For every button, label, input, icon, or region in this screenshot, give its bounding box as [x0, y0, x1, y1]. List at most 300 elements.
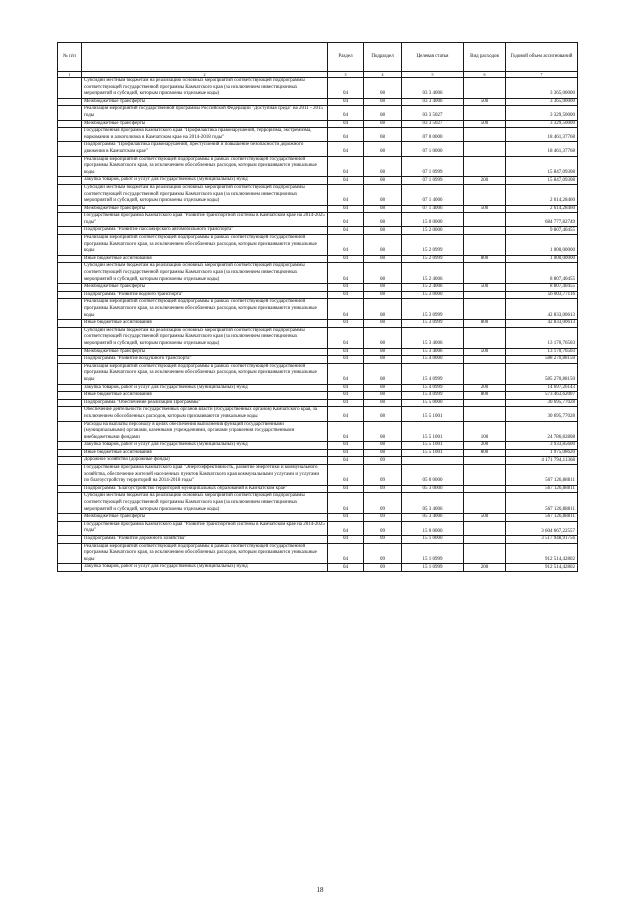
row-number-cell — [58, 106, 82, 120]
row-subsection-cell: 08 — [364, 78, 402, 99]
row-number-cell — [58, 348, 82, 356]
row-target-cell: 15 5 1001 — [402, 449, 464, 457]
row-name-cell: Иные бюджетные ассигнования — [82, 320, 328, 328]
budget-table — [57, 42, 578, 572]
row-target-cell: 07 0 0000 — [402, 128, 464, 142]
row-number-cell — [58, 457, 82, 465]
row-target-cell: 15 4 0000 — [402, 356, 464, 364]
row-section-cell: 04 — [328, 521, 364, 535]
row-amount-cell: 3 365,00000 — [506, 78, 578, 99]
row-name-cell: Иные бюджетные ассигнования — [82, 255, 328, 263]
row-target-cell: 15 2 0999 — [402, 235, 464, 256]
row-section-cell: 04 — [328, 299, 364, 320]
row-subsection-cell: 09 — [364, 465, 402, 486]
table-row — [58, 421, 578, 442]
table-row — [58, 156, 578, 177]
row-section-cell: 04 — [328, 177, 364, 185]
row-number-cell — [58, 98, 82, 106]
row-number-cell — [58, 399, 82, 407]
row-section-cell: 04 — [328, 465, 364, 486]
row-target-cell: 15 2 4006 — [402, 284, 464, 292]
row-exp-type-cell — [464, 213, 506, 227]
row-amount-cell: 585 270,88150 — [506, 363, 578, 384]
row-exp-type-cell: 500 — [464, 348, 506, 356]
row-name-cell: Подпрограмма "Профилактика правонарушений, преступлений и повышение безопасности дорожного движения в Камчатском крае" — [82, 142, 328, 156]
row-number-cell — [58, 493, 82, 514]
row-subsection-cell: 09 — [364, 493, 402, 514]
row-subsection-cell: 08 — [364, 442, 402, 450]
row-section-cell: 04 — [328, 457, 364, 465]
table-row — [58, 363, 578, 384]
row-target-cell: 03 3 5027 — [402, 120, 464, 128]
table-row — [58, 327, 578, 348]
row-amount-cell: 15 847,09308 — [506, 177, 578, 185]
row-exp-type-cell: 800 — [464, 320, 506, 328]
row-section-cell: 04 — [328, 291, 364, 299]
row-number-cell — [58, 363, 82, 384]
table-row — [58, 263, 578, 284]
row-name-cell: Закупка товаров, работ и услуг для государственных (муниципальных) нужд — [82, 442, 328, 450]
row-name-cell: Субсидии местным бюджетам на реализацию основных мероприятий соответствующей подпрограммы соответствующей государственной программы Камчатского края (за исключением инвестиционных мероприятий и субсидий, которым присвоены отдельные коды) — [82, 263, 328, 284]
table-row — [58, 142, 578, 156]
row-amount-cell: 56 003,77116 — [506, 291, 578, 299]
table-row — [58, 98, 578, 106]
row-name-cell: Межбюджетные трансферты — [82, 514, 328, 522]
row-target-cell: 15 0 0000 — [402, 521, 464, 535]
row-section-cell: 04 — [328, 184, 364, 205]
row-amount-cell: 1 000,00000 — [506, 255, 578, 263]
row-number-cell — [58, 536, 82, 544]
row-name-cell: Межбюджетные трансферты — [82, 98, 328, 106]
row-name-cell: Подпрограмма "Обеспечение реализации Программы" — [82, 399, 328, 407]
row-target-cell: 03 3 4006 — [402, 98, 464, 106]
row-number-cell — [58, 284, 82, 292]
table-row — [58, 235, 578, 256]
row-section-cell: 04 — [328, 348, 364, 356]
row-name-cell: Обеспечение деятельности государственных органов власти (государственных органов) Камчатского края, за исключением обособленных расходов, которым присваиваются уникальные коды — [82, 407, 328, 421]
table-row — [58, 213, 578, 227]
row-name-cell: Межбюджетные трансферты — [82, 284, 328, 292]
row-exp-type-cell — [464, 363, 506, 384]
table-row — [58, 407, 578, 421]
table-row — [58, 457, 578, 465]
row-section-cell: 04 — [328, 255, 364, 263]
row-amount-cell: 2 614,28460 — [506, 205, 578, 213]
row-exp-type-cell: 200 — [464, 177, 506, 185]
row-target-cell: 03 3 4006 — [402, 78, 464, 99]
row-exp-type-cell — [464, 291, 506, 299]
row-subsection-cell: 08 — [364, 363, 402, 384]
row-amount-cell: 14 697,26143 — [506, 384, 578, 392]
row-number-cell — [58, 320, 82, 328]
row-target-cell: 05 3 4006 — [402, 514, 464, 522]
row-amount-cell: 15 847,09308 — [506, 156, 578, 177]
header-subsection: Подраздел — [364, 43, 402, 72]
row-section-cell: 04 — [328, 142, 364, 156]
row-subsection-cell: 09 — [364, 514, 402, 522]
row-number-cell — [58, 205, 82, 213]
row-name-cell: Закупка товаров, работ и услуг для государственных (муниципальных) нужд — [82, 564, 328, 572]
row-subsection-cell: 08 — [364, 263, 402, 284]
row-exp-type-cell: 500 — [464, 284, 506, 292]
row-amount-cell: 18 461,37768 — [506, 142, 578, 156]
table-row — [58, 442, 578, 450]
row-amount-cell: 13 170,76503 — [506, 327, 578, 348]
table-body — [58, 78, 578, 572]
row-number-cell — [58, 184, 82, 205]
row-exp-type-cell — [464, 78, 506, 99]
row-target-cell: 05 3 0000 — [402, 485, 464, 493]
table-row — [58, 521, 578, 535]
row-subsection-cell: 08 — [364, 128, 402, 142]
row-amount-cell: 3 365,00000 — [506, 98, 578, 106]
row-exp-type-cell — [464, 184, 506, 205]
row-target-cell: 15 4 0999 — [402, 392, 464, 400]
column-number: 7 — [506, 72, 578, 78]
row-section-cell: 04 — [328, 536, 364, 544]
table-row — [58, 227, 578, 235]
row-number-cell — [58, 177, 82, 185]
table-row — [58, 184, 578, 205]
row-amount-cell: 567 126,88811 — [506, 514, 578, 522]
row-number-cell — [58, 142, 82, 156]
table-row — [58, 465, 578, 486]
row-number-cell — [58, 235, 82, 256]
row-name-cell: Реализация мероприятий соответствующей подпрограммы в рамках соответствующей государственной программы Камчатского края, за исключением обособленных расходов, которым присваиваются уникальные коды — [82, 235, 328, 256]
row-subsection-cell: 08 — [364, 299, 402, 320]
table-row — [58, 348, 578, 356]
row-target-cell: 15 3 4006 — [402, 327, 464, 348]
row-exp-type-cell — [464, 399, 506, 407]
row-target-cell: 15 2 0999 — [402, 255, 464, 263]
row-exp-type-cell: 100 — [464, 421, 506, 442]
row-exp-type-cell — [464, 156, 506, 177]
row-exp-type-cell: 800 — [464, 255, 506, 263]
row-section-cell: 04 — [328, 514, 364, 522]
row-subsection-cell: 08 — [364, 235, 402, 256]
row-name-cell: Подпрограмма "Благоустройство территорий муниципальных образований в Камчатском крае" — [82, 485, 328, 493]
row-amount-cell: 8 807,40455 — [506, 263, 578, 284]
row-amount-cell: 573 463,62007 — [506, 392, 578, 400]
row-section-cell: 04 — [328, 442, 364, 450]
table-row — [58, 564, 578, 572]
row-number-cell — [58, 263, 82, 284]
row-subsection-cell: 08 — [364, 327, 402, 348]
row-name-cell: Межбюджетные трансферты — [82, 205, 328, 213]
row-exp-type-cell — [464, 521, 506, 535]
row-exp-type-cell — [464, 485, 506, 493]
row-section-cell: 04 — [328, 78, 364, 99]
table-row — [58, 128, 578, 142]
table-row — [58, 384, 578, 392]
row-amount-cell: 42 833,00613 — [506, 299, 578, 320]
row-target-cell: 15 3 0000 — [402, 291, 464, 299]
row-number-cell — [58, 327, 82, 348]
row-amount-cell: 567 126,88811 — [506, 465, 578, 486]
row-section-cell: 04 — [328, 128, 364, 142]
row-subsection-cell: 08 — [364, 255, 402, 263]
header-section: Раздел — [328, 43, 364, 72]
row-amount-cell: 8 807,40455 — [506, 284, 578, 292]
table-row — [58, 291, 578, 299]
row-number-cell — [58, 255, 82, 263]
row-name-cell: Реализация мероприятий соответствующей подпрограммы в рамках соответствующей государственной программы Камчатского края, за исключением обособленных расходов, которым присваиваются уникальные коды — [82, 156, 328, 177]
row-amount-cell: 24 786,82808 — [506, 421, 578, 442]
row-subsection-cell: 08 — [364, 348, 402, 356]
row-number-cell — [58, 120, 82, 128]
row-target-cell: 15 2 0000 — [402, 227, 464, 235]
row-target-cell: 07 1 4006 — [402, 205, 464, 213]
row-exp-type-cell — [464, 299, 506, 320]
row-exp-type-cell: 500 — [464, 205, 506, 213]
row-subsection-cell: 08 — [364, 98, 402, 106]
row-subsection-cell: 08 — [364, 284, 402, 292]
row-subsection-cell: 08 — [364, 227, 402, 235]
row-section-cell: 04 — [328, 564, 364, 572]
row-exp-type-cell: 800 — [464, 449, 506, 457]
row-amount-cell: 13 170,76503 — [506, 348, 578, 356]
row-subsection-cell: 08 — [364, 392, 402, 400]
row-exp-type-cell: 500 — [464, 514, 506, 522]
row-amount-cell: 4 171 794,11368 — [506, 457, 578, 465]
row-name-cell: Закупка товаров, работ и услуг для государственных (муниципальных) нужд — [82, 177, 328, 185]
row-section-cell: 04 — [328, 493, 364, 514]
row-section-cell: 04 — [328, 235, 364, 256]
row-exp-type-cell — [464, 327, 506, 348]
row-amount-cell: 684 777,82749 — [506, 213, 578, 227]
row-exp-type-cell — [464, 227, 506, 235]
row-amount-cell: 30 695,77028 — [506, 407, 578, 421]
row-name-cell: Иные бюджетные ассигнования — [82, 449, 328, 457]
row-subsection-cell: 08 — [364, 291, 402, 299]
row-name-cell: Государственная программа Камчатского края "Профилактика правонарушений, терроризма, экстремизма, наркомании и алкоголизма в Камчатском крае на 2014-2018 годы" — [82, 128, 328, 142]
row-name-cell: Реализация мероприятий соответствующей подпрограммы в рамках соответствующей государственной программы Камчатского края, за исключением обособленных расходов, которым присваиваются уникальные коды — [82, 363, 328, 384]
row-number-cell — [58, 356, 82, 364]
row-number-cell — [58, 521, 82, 535]
row-target-cell — [402, 457, 464, 465]
row-number-cell — [58, 227, 82, 235]
row-target-cell: 15 1 0999 — [402, 543, 464, 564]
column-number: 5 — [402, 72, 464, 78]
header-exp-type: Вид расходов — [464, 43, 506, 72]
row-name-cell: Дорожное хозяйство (дорожные фонды) — [82, 457, 328, 465]
column-number: 6 — [464, 72, 506, 78]
row-subsection-cell: 08 — [364, 449, 402, 457]
row-exp-type-cell — [464, 142, 506, 156]
row-amount-cell: 567 126,88811 — [506, 485, 578, 493]
row-number-cell — [58, 392, 82, 400]
row-target-cell: 07 1 4006 — [402, 184, 464, 205]
row-target-cell: 07 1 0000 — [402, 142, 464, 156]
row-target-cell: 07 1 0999 — [402, 177, 464, 185]
row-subsection-cell: 08 — [364, 142, 402, 156]
row-section-cell: 04 — [328, 106, 364, 120]
table-row — [58, 485, 578, 493]
row-number-cell — [58, 449, 82, 457]
table-row — [58, 514, 578, 522]
row-target-cell: 15 1 0000 — [402, 536, 464, 544]
row-exp-type-cell: 200 — [464, 442, 506, 450]
row-section-cell: 04 — [328, 421, 364, 442]
row-subsection-cell: 08 — [364, 407, 402, 421]
row-section-cell: 04 — [328, 284, 364, 292]
column-number: 1 — [58, 72, 82, 78]
row-section-cell: 04 — [328, 120, 364, 128]
column-number: 3 — [328, 72, 364, 78]
header-name — [82, 43, 328, 72]
row-number-cell — [58, 485, 82, 493]
row-target-cell: 15 3 4006 — [402, 348, 464, 356]
row-target-cell: 03 3 5027 — [402, 106, 464, 120]
row-subsection-cell: 09 — [364, 564, 402, 572]
table-header-row — [58, 43, 578, 72]
row-section-cell: 04 — [328, 384, 364, 392]
row-amount-cell: 18 461,37768 — [506, 128, 578, 142]
row-number-cell — [58, 514, 82, 522]
row-target-cell: 15 5 1001 — [402, 407, 464, 421]
row-section-cell: 04 — [328, 543, 364, 564]
row-exp-type-cell — [464, 235, 506, 256]
row-exp-type-cell — [464, 543, 506, 564]
row-number-cell — [58, 213, 82, 227]
table-row — [58, 392, 578, 400]
row-target-cell: 15 3 0999 — [402, 299, 464, 320]
row-subsection-cell: 09 — [364, 485, 402, 493]
row-subsection-cell: 08 — [364, 320, 402, 328]
row-section-cell: 04 — [328, 156, 364, 177]
row-section-cell: 04 — [328, 227, 364, 235]
row-amount-cell: 588 270,88150 — [506, 356, 578, 364]
row-section-cell: 04 — [328, 205, 364, 213]
row-name-cell: Субсидии местным бюджетам на реализацию основных мероприятий соответствующей подпрограммы соответствующей государственной программы Камчатского края (за исключением инвестиционных мероприятий и субсидий, которым присвоены отдельные коды) — [82, 184, 328, 205]
row-amount-cell: 3 933,85600 — [506, 442, 578, 450]
row-number-cell — [58, 421, 82, 442]
row-name-cell: Межбюджетные трансферты — [82, 348, 328, 356]
row-subsection-cell: 08 — [364, 384, 402, 392]
row-name-cell: Субсидии местным бюджетам на реализацию основных мероприятий соответствующей подпрограммы соответствующей государственной программы Камчатского края (за исключением инвестиционных мероприятий и субсидий, которым присвоены отдельные коды) — [82, 78, 328, 99]
row-name-cell: Подпрограмма "Развитие пассажирского автомобильного транспорта" — [82, 227, 328, 235]
row-target-cell: 15 1 0999 — [402, 564, 464, 572]
row-target-cell: 15 2 4006 — [402, 263, 464, 284]
row-number-cell — [58, 407, 82, 421]
row-name-cell: Субсидии местным бюджетам на реализацию основных мероприятий соответствующей подпрограммы соответствующей государственной программы Камчатского края (за исключением инвестиционных мероприятий и субсидий, которым присвоены отдельные коды) — [82, 327, 328, 348]
row-name-cell: Расходы на выплаты персоналу в целях обеспечения выполнения функций государственными (муниципальными) органами, казенными учреждениями, органами управления государственными внебюджетными фондами — [82, 421, 328, 442]
row-amount-cell: 567 126,88811 — [506, 493, 578, 514]
table-row — [58, 299, 578, 320]
row-subsection-cell: 08 — [364, 156, 402, 177]
table-row — [58, 255, 578, 263]
row-amount-cell: 2 614,28460 — [506, 184, 578, 205]
table-row — [58, 205, 578, 213]
row-number-cell — [58, 442, 82, 450]
row-subsection-cell: 08 — [364, 106, 402, 120]
row-name-cell: Реализация мероприятий соответствующей подпрограммы в рамках соответствующей государственной программы Камчатского края, за исключением обособленных расходов, которым присваиваются уникальные коды — [82, 543, 328, 564]
table-row — [58, 78, 578, 99]
table-row — [58, 543, 578, 564]
row-section-cell: 04 — [328, 98, 364, 106]
row-name-cell: Реализация мероприятий государственной программы Российской Федерации "Доступная среда" на 2011 - 2015 годы — [82, 106, 328, 120]
table-row — [58, 493, 578, 514]
row-name-cell: Государственная программа Камчатского края "Энергоэффективность, развитие энергетики и коммунального хозяйства, обеспечение жителей населенных пунктов Камчатского края коммунальными услугами и услугами по благоустройству территорий на 2014-2018 годы" — [82, 465, 328, 486]
row-target-cell: 05 3 4006 — [402, 493, 464, 514]
table-row — [58, 449, 578, 457]
row-target-cell: 15 0 0000 — [402, 213, 464, 227]
table-row — [58, 356, 578, 364]
table-row — [58, 120, 578, 128]
row-number-cell — [58, 78, 82, 99]
row-amount-cell: 3 517 948,91756 — [506, 536, 578, 544]
row-target-cell: 07 1 0999 — [402, 156, 464, 177]
row-amount-cell: 3 604 667,22557 — [506, 521, 578, 535]
row-section-cell: 04 — [328, 356, 364, 364]
row-exp-type-cell — [464, 356, 506, 364]
row-number-cell — [58, 564, 82, 572]
row-section-cell: 04 — [328, 263, 364, 284]
row-exp-type-cell — [464, 407, 506, 421]
row-amount-cell: 1 975,08620 — [506, 449, 578, 457]
row-exp-type-cell: 500 — [464, 120, 506, 128]
row-name-cell: Подпрограмма "Развитие водного транспорта" — [82, 291, 328, 299]
header-num: № п/п — [58, 43, 82, 72]
table-row — [58, 399, 578, 407]
row-exp-type-cell — [464, 465, 506, 486]
header-target: Целевая статья — [402, 43, 464, 72]
row-section-cell: 04 — [328, 320, 364, 328]
row-subsection-cell: 09 — [364, 543, 402, 564]
row-name-cell: Государственная программа Камчатского края "Развитие транспортной системы в Камчатском крае на 2014-2025 годы" — [82, 521, 328, 535]
row-subsection-cell: 09 — [364, 536, 402, 544]
row-exp-type-cell: 200 — [464, 384, 506, 392]
row-name-cell: Закупка товаров, работ и услуг для государственных (муниципальных) нужд — [82, 384, 328, 392]
row-amount-cell: 30 695,77028 — [506, 399, 578, 407]
row-amount-cell: 912 514,42802 — [506, 564, 578, 572]
row-section-cell: 04 — [328, 407, 364, 421]
row-number-cell — [58, 384, 82, 392]
row-subsection-cell: 09 — [364, 521, 402, 535]
row-subsection-cell: 08 — [364, 356, 402, 364]
row-number-cell — [58, 299, 82, 320]
row-subsection-cell: 08 — [364, 399, 402, 407]
row-subsection-cell: 08 — [364, 177, 402, 185]
row-target-cell: 05 0 0000 — [402, 465, 464, 486]
row-target-cell: 15 5 1001 — [402, 442, 464, 450]
row-amount-cell: 3 329,50000 — [506, 120, 578, 128]
row-subsection-cell: 08 — [364, 205, 402, 213]
column-number: 4 — [364, 72, 402, 78]
row-subsection-cell: 08 — [364, 184, 402, 205]
row-target-cell: 15 4 0999 — [402, 384, 464, 392]
table-row — [58, 536, 578, 544]
row-number-cell — [58, 156, 82, 177]
column-number: 2 — [82, 72, 328, 78]
row-exp-type-cell — [464, 263, 506, 284]
row-name-cell: Государственная программа Камчатского края "Развитие транспортной системы в Камчатском крае на 2014-2025 годы" — [82, 213, 328, 227]
row-name-cell: Межбюджетные трансферты — [82, 120, 328, 128]
row-exp-type-cell: 500 — [464, 98, 506, 106]
row-section-cell: 04 — [328, 327, 364, 348]
row-subsection-cell: 08 — [364, 421, 402, 442]
row-target-cell: 15 5 1001 — [402, 421, 464, 442]
page-number: 18 — [316, 886, 324, 894]
table-row — [58, 284, 578, 292]
row-amount-cell: 912 514,42802 — [506, 543, 578, 564]
row-name-cell: Подпрограмма "Развитие воздушного транспорта" — [82, 356, 328, 364]
row-amount-cell: 3 329,50000 — [506, 106, 578, 120]
table-row — [58, 177, 578, 185]
row-number-cell — [58, 543, 82, 564]
row-number-cell — [58, 291, 82, 299]
row-target-cell: 15 5 0000 — [402, 399, 464, 407]
